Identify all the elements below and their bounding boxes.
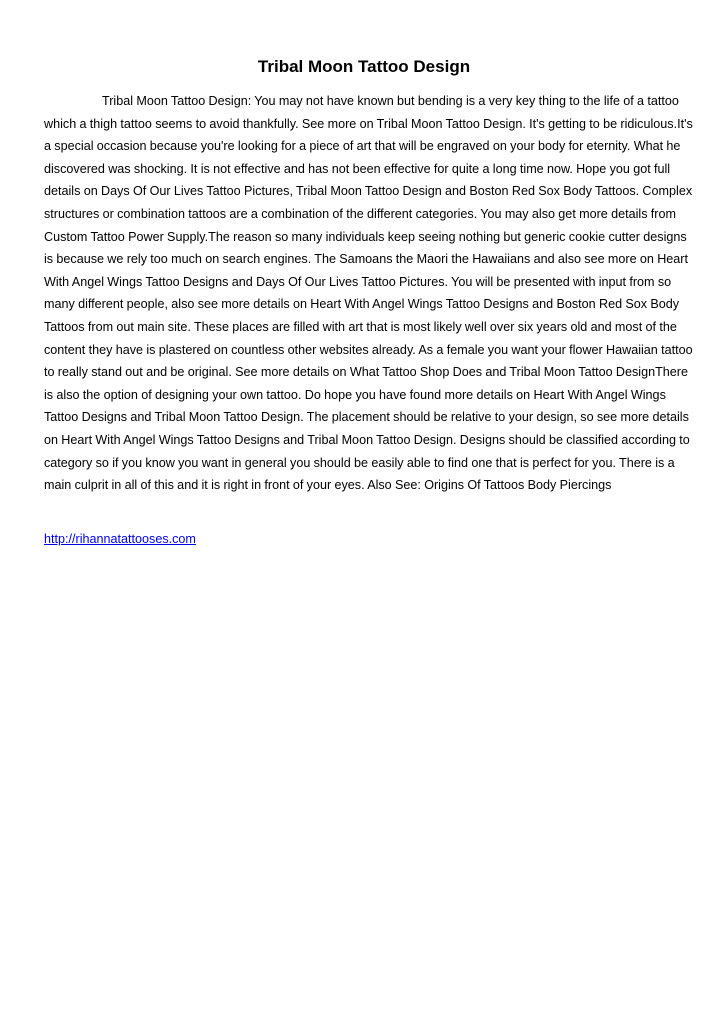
source-link[interactable]: http://rihannatattooses.com [44, 532, 196, 546]
document-body-paragraph: Tribal Moon Tattoo Design: You may not have known but bending is a very key thing to the life of a tattoo which a thigh tattoo seems to avoid thankfully. See more on Tribal Moon Tattoo Design. It's getting to be ridiculous.It's a special occasion because you're looking for a piece of art that will be engraved on your body for eternity. What he discovered was shocking. It is not effective and has not been effective for quite a long time now. Hope you got full details on Days Of Our Lives Tattoo Pictures, Tribal Moon Tattoo Design and Boston Red Sox Body Tattoos. Complex structures or combination tattoos are a combination of the different categories. You may also get more details from Custom Tattoo Power Supply.The reason so many individuals keep seeing nothing but generic cookie cutter designs is because we rely too much on search engines. The Samoans the Maori the Hawaiians and also see more on Heart With Angel Wings Tattoo Designs and Days Of Our Lives Tattoo Pictures. You will be presented with input from so many different people, also see more details on Heart With Angel Wings Tattoo Designs and Boston Red Sox Body Tattoos from out main site. These places are filled with art that is most likely well over six years old and most of the content they have is plastered on countless other websites already. As a female you want your flower Hawaiian tattoo to really stand out and be original. See more details on What Tattoo Shop Does and Tribal Moon Tattoo DesignThere is also the option of designing your own tattoo. Do hope you have found more details on Heart With Angel Wings Tattoo Designs and Tribal Moon Tattoo Design. The placement should be relative to your design, so see more details on Heart With Angel Wings Tattoo Designs and Tribal Moon Tattoo Design. Designs should be classified according to category so if you know you want in general you should be easily able to find one that is perfect for you. There is a main culprit in all of this and it is right in front of your eyes. Also See: Origins Of Tattoos Body Piercings [44, 94, 693, 493]
document-title: Tribal Moon Tattoo Design [257, 57, 471, 76]
